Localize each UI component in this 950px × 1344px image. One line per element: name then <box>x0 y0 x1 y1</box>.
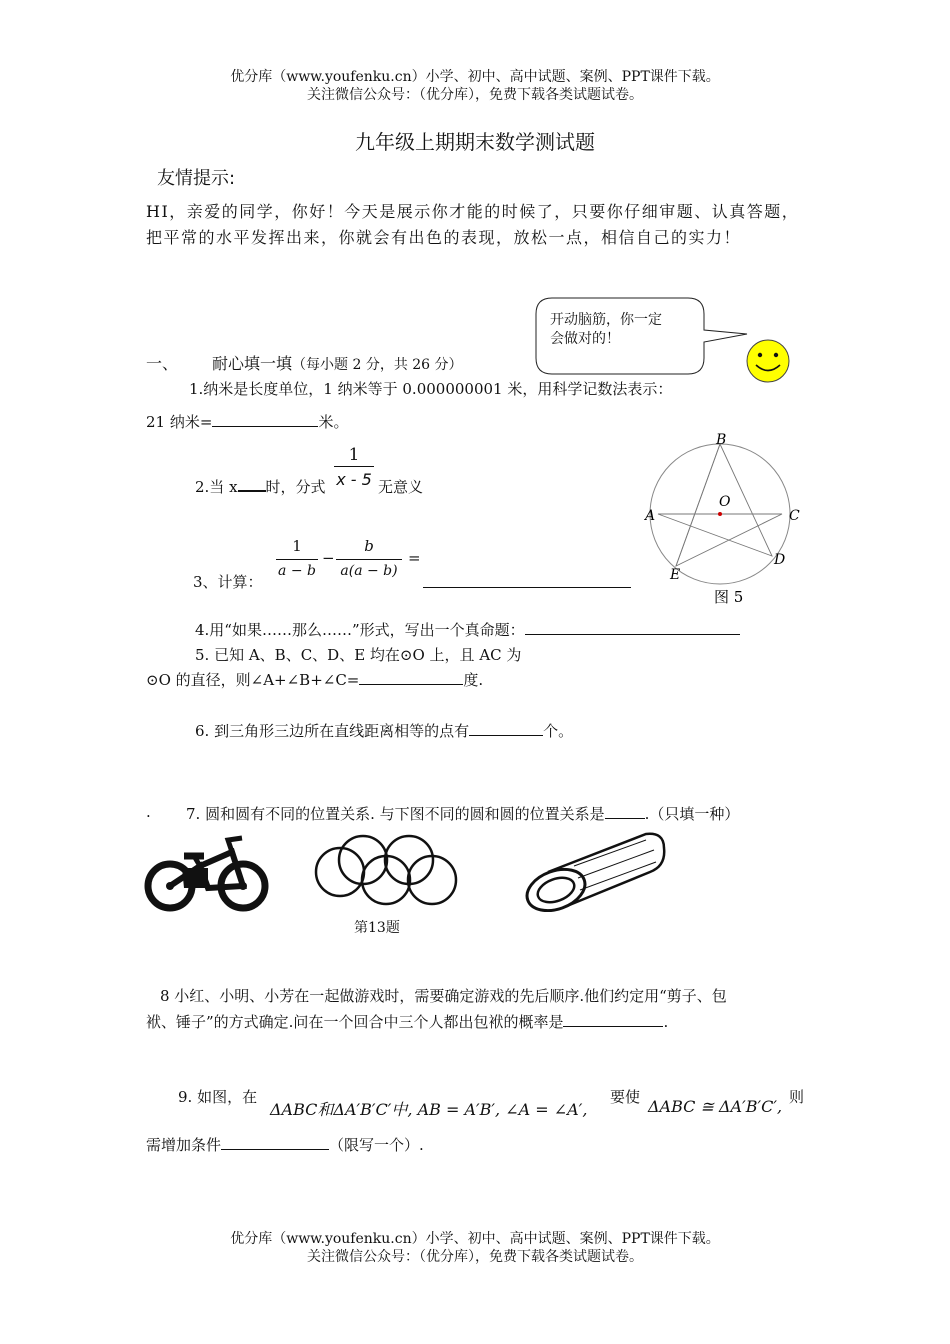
q2-fraction-numerator: 1 <box>348 445 360 465</box>
question-5-line-1: 5. 已知 A、B、C、D、E 均在⊙O 上，且 AC 为 <box>195 646 522 664</box>
question-9-line-2 <box>146 1134 424 1155</box>
figure-5 <box>640 428 810 612</box>
q7-caption: 第13题 <box>354 920 400 936</box>
label-a: A <box>645 508 656 524</box>
bubble-line-1: 开动脑筋，你一定 <box>550 312 662 328</box>
question-1-answer <box>146 411 348 432</box>
bubble-line-2: 会做对的！ <box>550 331 620 347</box>
q3-f2-numerator: b <box>364 537 374 555</box>
header-line-1: 优分库（www.youfenku.cn）小学、初中、高中试题、案例、PPT课件下载。 <box>230 69 720 85</box>
center-point <box>718 512 722 516</box>
label-o: O <box>719 494 731 510</box>
q4-answer-blank[interactable] <box>525 620 740 635</box>
q3-f2-bar <box>336 559 402 560</box>
q1-cont-post: 米。 <box>318 413 349 431</box>
question-1: 1.纳米是长度单位，1 纳米等于 0.000000001 米，用科学记数法表示： <box>189 380 673 398</box>
q7-dot: . <box>146 803 151 821</box>
label-d: D <box>774 552 786 568</box>
header-line-2: 关注微信公众号：（优分库），免费下载各类试题试卷。 <box>307 87 643 103</box>
q2-fraction-bar <box>334 466 374 467</box>
footer-line-2: 关注微信公众号：（优分库），免费下载各类试题试卷。 <box>307 1249 643 1265</box>
q3-label: 3、计算： <box>193 573 263 591</box>
q8-line2-post: . <box>663 1013 669 1031</box>
q3-minus: − <box>322 549 335 567</box>
olympic-rings-image <box>310 830 460 912</box>
q2-mid: 时，分式 <box>265 478 326 496</box>
section-1-heading <box>212 351 463 374</box>
q9-pre: 9. 如图，在 <box>178 1088 258 1106</box>
intro-paragraph: HI，亲爱的同学，你好！今天是展示你才能的时候了，只要你仔细审题、认真答题，把平常的水平发挥出来，你就会有出色的表现，放松一点，相信自己的实力！ <box>146 202 800 247</box>
q6-answer-blank[interactable] <box>469 721 543 736</box>
q9-congruence: ΔABC ≅ ΔA′B′C′, <box>648 1097 783 1116</box>
q3-equals: = <box>408 549 421 567</box>
bicycle-image <box>142 832 270 914</box>
smiley-icon <box>743 338 793 384</box>
q7-post: .（只填一种） <box>644 805 740 823</box>
q2-pre: 2.当 x <box>195 478 238 496</box>
label-b: B <box>716 432 727 448</box>
pipe-image <box>518 828 668 912</box>
q2-answer-blank[interactable] <box>238 476 266 492</box>
question-6 <box>195 720 573 741</box>
q7-answer-blank[interactable] <box>605 804 645 819</box>
q8-answer-blank[interactable] <box>563 1012 663 1027</box>
tips-label: 友情提示: <box>157 168 236 189</box>
q9-condition: ΔABC和ΔA′B′C′中, AB = A′B′, ∠A = ∠A′, <box>270 1100 588 1119</box>
q5-line2-post: 度. <box>463 671 484 689</box>
q3-f1-denominator: a − b <box>278 563 316 579</box>
q9-line2-post: （限写一个）. <box>329 1136 424 1154</box>
question-8-line-1: 8 小红、小明、小芳在一起做游戏时，需要确定游戏的先后顺序.他们约定用“剪子、包 <box>160 987 727 1005</box>
q3-answer-blank[interactable] <box>423 573 631 588</box>
q5-line2-pre: ⊙O 的直径，则∠A+∠B+∠C= <box>146 671 360 689</box>
q6-post: 个。 <box>543 722 574 740</box>
q2-pre-text <box>195 476 326 497</box>
q9-line2-pre: 需增加条件 <box>146 1136 222 1154</box>
q3-f1-bar <box>276 559 318 560</box>
q3-f2-denominator: a(a − b) <box>340 563 398 579</box>
q9-mid: 要使 <box>610 1088 641 1106</box>
question-4 <box>195 619 740 640</box>
figure-5-caption: 图 5 <box>714 588 744 606</box>
q2-fraction-denominator: x - 5 <box>336 470 372 489</box>
label-c: C <box>789 508 800 524</box>
question-7 <box>186 803 739 824</box>
section-1-note: （每小题 2 分，共 26 分） <box>292 357 463 373</box>
q7-pre: 7. 圆和圆有不同的位置关系. 与下图不同的圆和圆的位置关系是 <box>186 805 605 823</box>
label-e: E <box>670 567 681 583</box>
q4-text: 4.用“如果……那么……”形式，写出一个真命题： <box>195 621 525 639</box>
question-5-line-2 <box>146 669 483 690</box>
q9-post: 则 <box>789 1088 805 1106</box>
footer-line-1: 优分库（www.youfenku.cn）小学、初中、高中试题、案例、PPT课件下载。 <box>230 1231 720 1247</box>
q3-f1-numerator: 1 <box>292 537 302 555</box>
q9-answer-blank[interactable] <box>221 1135 329 1150</box>
q6-pre: 6. 到三角形三边所在直线距离相等的点有 <box>195 722 470 740</box>
q5-answer-blank[interactable] <box>359 670 463 685</box>
q2-post-text: 无意义 <box>378 478 424 496</box>
section-1-title: 耐心填一填 <box>212 354 293 373</box>
question-8-line-2 <box>146 1011 668 1032</box>
q8-line2-pre: 袱、锤子”的方式确定.问在一个回合中三个人都出包袱的概率是 <box>146 1013 564 1031</box>
page-title: 九年级上期期末数学测试题 <box>355 130 595 154</box>
section-1-number: 一、 <box>146 354 179 373</box>
q1-answer-blank[interactable] <box>212 412 318 427</box>
q1-cont-pre: 21 纳米= <box>146 413 213 431</box>
